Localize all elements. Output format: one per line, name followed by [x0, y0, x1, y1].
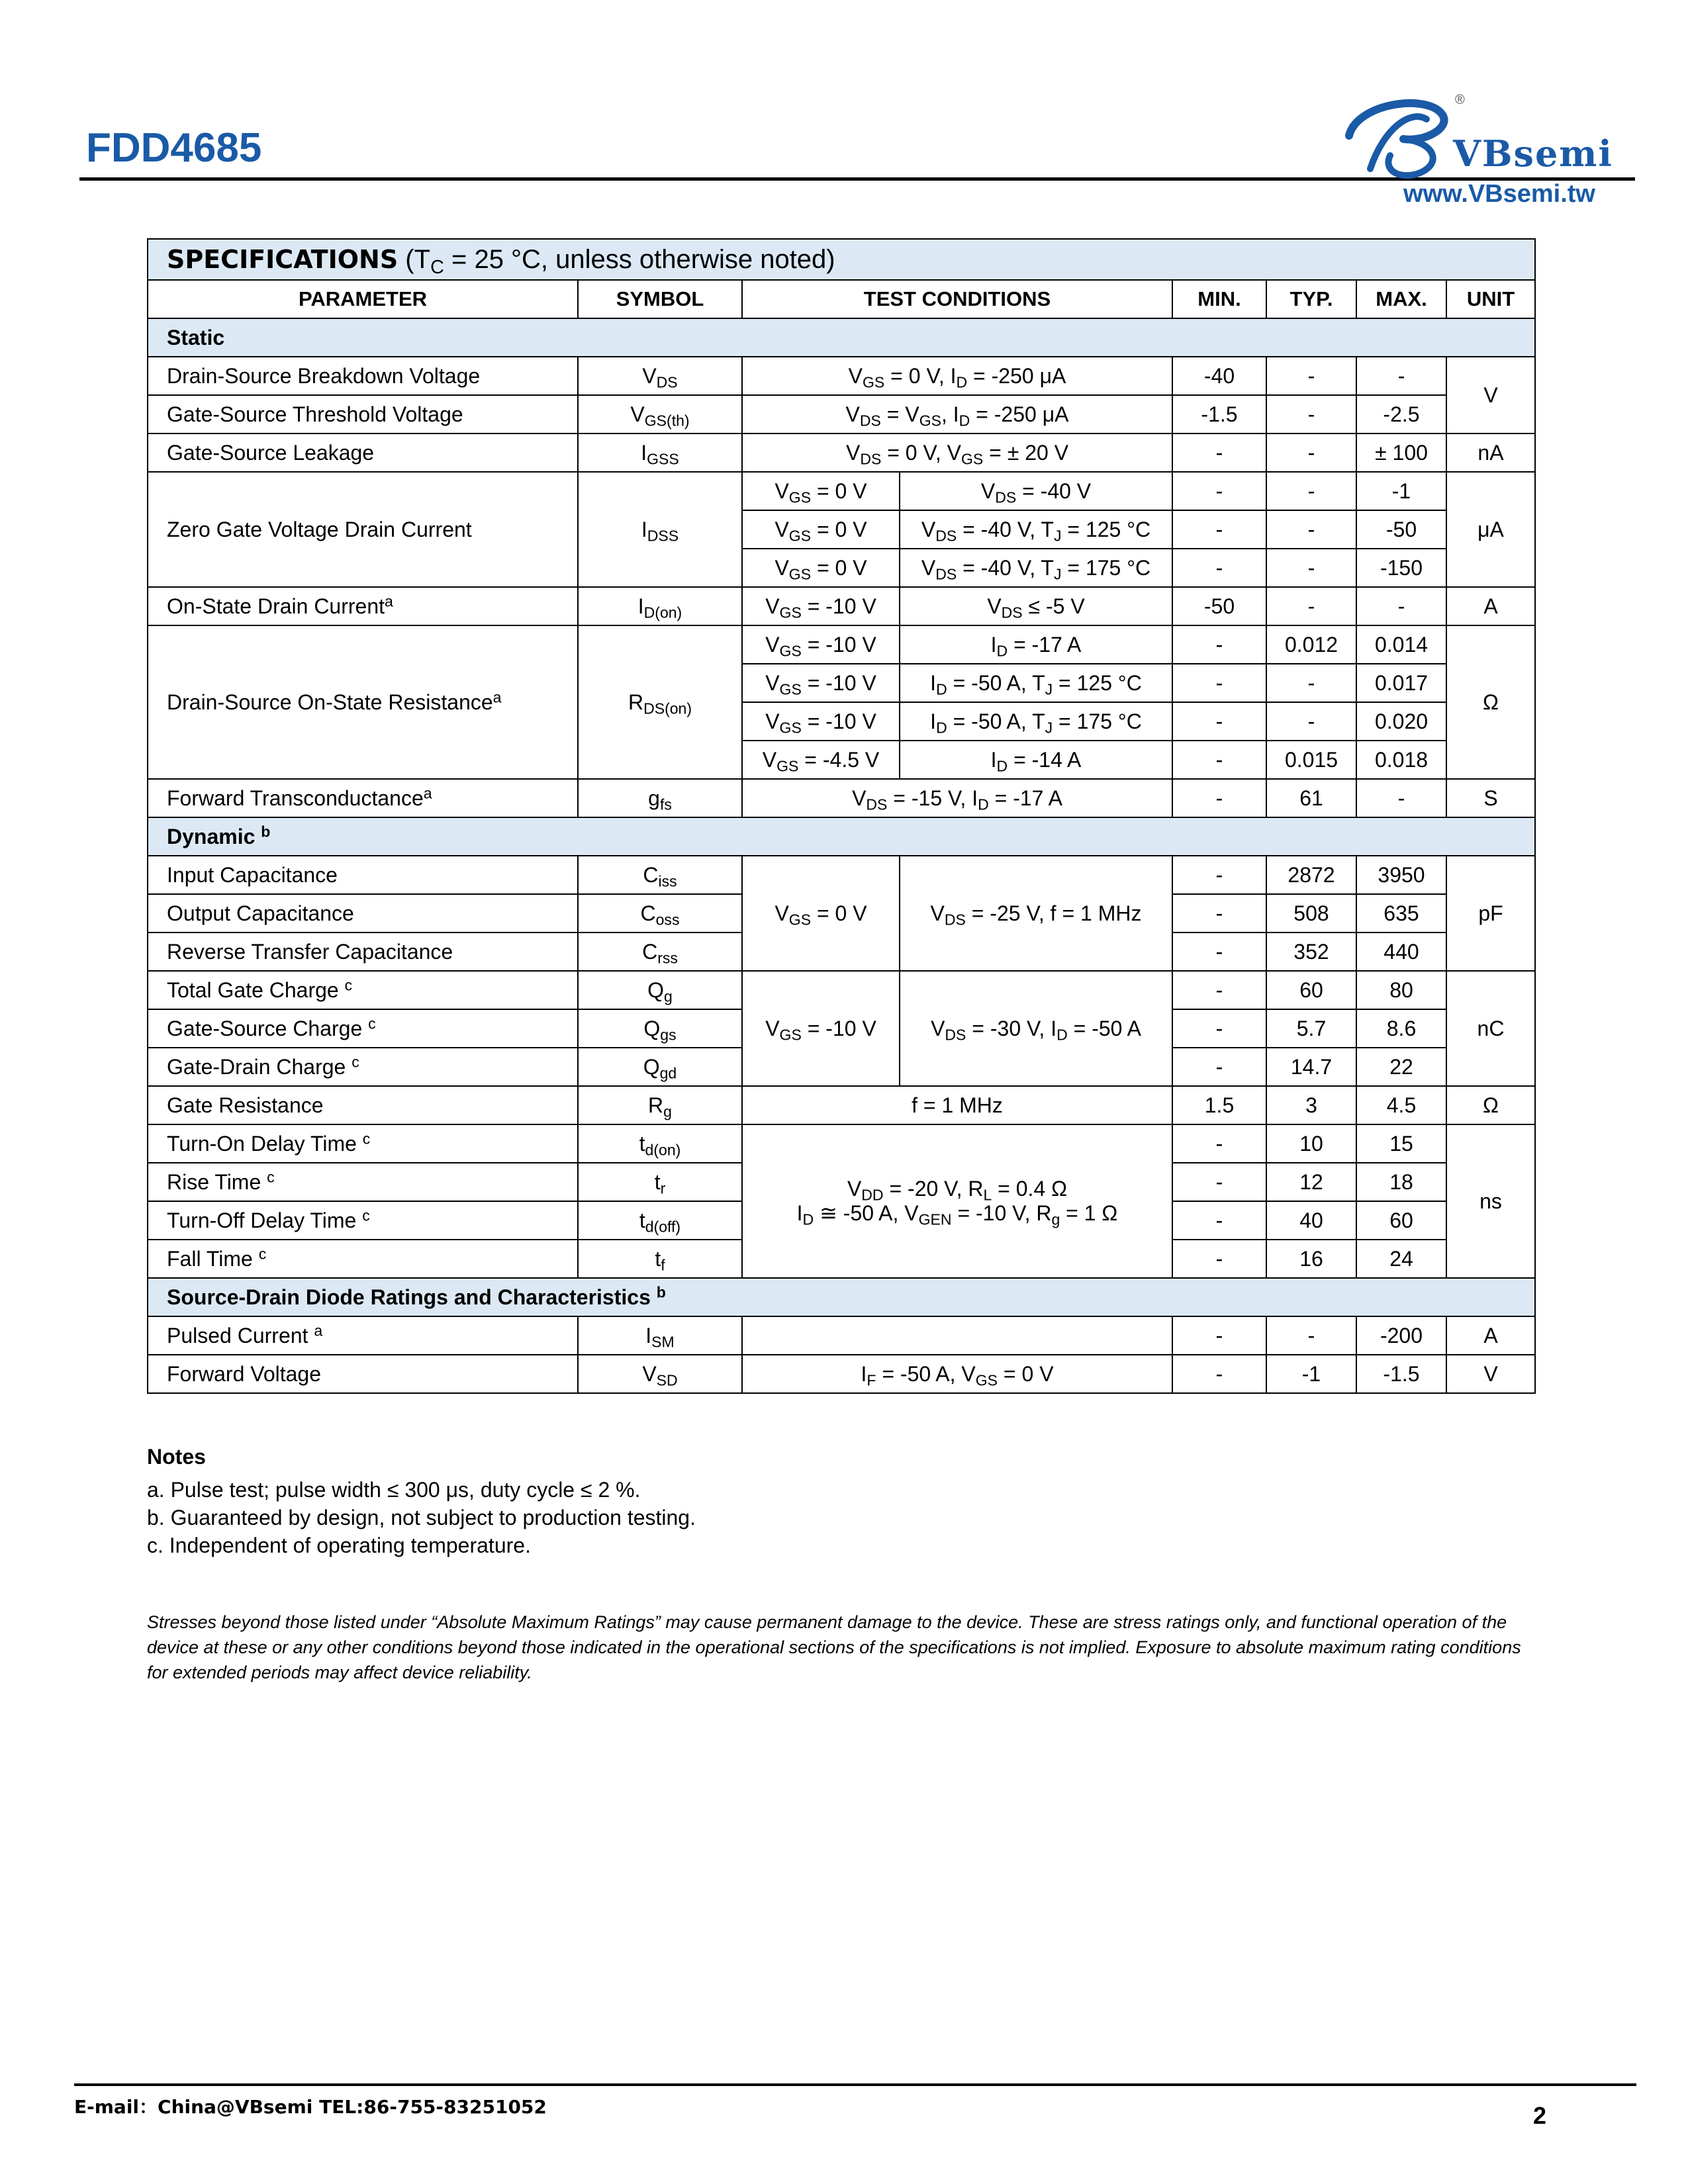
typ-cell: 2872: [1266, 856, 1356, 894]
unit-cell: nA: [1446, 433, 1535, 472]
symbol-cell: $I_{D(on)}$: [578, 587, 742, 625]
symbol-cell: $V_{SD}$: [578, 1355, 742, 1393]
param-cell: Turn-Off Delay Time $^c$: [148, 1201, 578, 1240]
min-cell: -: [1172, 1240, 1266, 1278]
param-cell: Gate-Source Threshold Voltage: [148, 395, 578, 433]
param-cell: Input Capacitance: [148, 856, 578, 894]
table-row: [148, 472, 1535, 510]
condition-cell: $V_{DS} = -15$ V, $I_D = -17$ A: [742, 779, 1172, 817]
max-cell: 60: [1356, 1201, 1446, 1240]
typ-cell: -: [1266, 510, 1356, 549]
table-row: [148, 1086, 1535, 1124]
condition-cell: $V_{GS} = -10$ V: [742, 702, 900, 741]
notes-title: Notes: [147, 1445, 206, 1469]
notes-block: [147, 1443, 696, 1559]
param-cell: On-State Drain Current$^a$: [148, 587, 578, 625]
condition-cell: $I_D = -50$ A, $T_J = 175$ °C: [900, 702, 1172, 741]
min-cell: -1.5: [1172, 395, 1266, 433]
condition-cell: $V_{DS} \le -5$ V: [900, 587, 1172, 625]
condition-cell: $V_{DS} = V_{GS}$, $I_D = -250$ μA: [742, 395, 1172, 433]
condition-cell: f = 1 MHz: [742, 1086, 1172, 1124]
condition-cell: $V_{DS} = -25$ V, f = 1 MHz: [900, 856, 1172, 971]
param-cell: Turn-On Delay Time $^c$: [148, 1124, 578, 1163]
stress-disclaimer: Stresses beyond those listed under “Absolute Maximum Ratings” may cause permanent damage to the device. These are stress ratings only, and functional operation of the device at these or any other conditions beyond those indicated in the operational sections of the specifications is not implied. Exposure to absolute maximum rating conditions for extended periods may affect device reliability.: [147, 1612, 1521, 1682]
param-cell: Reverse Transfer Capacitance: [148, 933, 578, 971]
unit-cell: Ω: [1446, 625, 1535, 779]
col-header-unit: UNIT: [1446, 280, 1535, 318]
max-cell: -: [1356, 587, 1446, 625]
min-cell: -: [1172, 1201, 1266, 1240]
typ-cell: 40: [1266, 1201, 1356, 1240]
unit-cell: V: [1446, 1355, 1535, 1393]
max-cell: 0.014: [1356, 625, 1446, 664]
unit-cell: Ω: [1446, 1086, 1535, 1124]
table-row: [148, 1124, 1535, 1163]
param-cell: Gate-Drain Charge $^c$: [148, 1048, 578, 1086]
max-cell: -200: [1356, 1316, 1446, 1355]
param-cell: Forward Transconductance$^a$: [148, 779, 578, 817]
typ-cell: 0.015: [1266, 741, 1356, 779]
min-cell: -40: [1172, 357, 1266, 395]
condition-cell: $V_{GS} = -10$ V: [742, 625, 900, 664]
min-cell: -: [1172, 1316, 1266, 1355]
condition-cell: $I_D = -50$ A, $T_J = 125$ °C: [900, 664, 1172, 702]
min-cell: -: [1172, 702, 1266, 741]
section-dynamic: Dynamic $^b$: [148, 817, 1535, 856]
condition-cell: $V_{DS} = -40$ V, $T_J = 175$ °C: [900, 549, 1172, 587]
max-cell: 635: [1356, 894, 1446, 933]
param-cell: Drain-Source On-State Resistance$^a$: [148, 625, 578, 779]
typ-cell: -: [1266, 357, 1356, 395]
unit-cell: S: [1446, 779, 1535, 817]
symbol-cell: $t_r$: [578, 1163, 742, 1201]
max-cell: 24: [1356, 1240, 1446, 1278]
param-cell: Fall Time $^c$: [148, 1240, 578, 1278]
min-cell: -: [1172, 664, 1266, 702]
min-cell: -50: [1172, 587, 1266, 625]
typ-cell: 60: [1266, 971, 1356, 1009]
typ-cell: 508: [1266, 894, 1356, 933]
typ-cell: -: [1266, 702, 1356, 741]
param-cell: Forward Voltage: [148, 1355, 578, 1393]
condition-cell: $V_{GS} = 0$ V: [742, 472, 900, 510]
max-cell: 0.020: [1356, 702, 1446, 741]
typ-cell: -1: [1266, 1355, 1356, 1393]
table-row: [148, 395, 1535, 433]
condition-cell: $V_{GS} = 0$ V: [742, 510, 900, 549]
symbol-cell: $g_{fs}$: [578, 779, 742, 817]
condition-cell: $V_{GS} = 0$ V: [742, 856, 900, 971]
symbol-cell: $V_{DS}$: [578, 357, 742, 395]
max-cell: 22: [1356, 1048, 1446, 1086]
max-cell: -50: [1356, 510, 1446, 549]
typ-cell: 0.012: [1266, 625, 1356, 664]
col-header-parameter: PARAMETER: [148, 280, 578, 318]
typ-cell: -: [1266, 433, 1356, 472]
max-cell: ± 100: [1356, 433, 1446, 472]
min-cell: -: [1172, 433, 1266, 472]
symbol-cell: $Q_g$: [578, 971, 742, 1009]
min-cell: -: [1172, 625, 1266, 664]
unit-cell: nC: [1446, 971, 1535, 1086]
symbol-cell: $C_{oss}$: [578, 894, 742, 933]
max-cell: 8.6: [1356, 1009, 1446, 1048]
max-cell: 0.017: [1356, 664, 1446, 702]
min-cell: -: [1172, 1355, 1266, 1393]
min-cell: -: [1172, 894, 1266, 933]
condition-cell: $V_{GS} = -10$ V: [742, 664, 900, 702]
condition-cell: $I_D = -14$ A: [900, 741, 1172, 779]
condition-cell: $V_{DS} = -40$ V: [900, 472, 1172, 510]
footer-contact: E-mail：China@VBsemi TEL:86-755-83251052: [74, 2096, 547, 2118]
symbol-cell: $t_{d(off)}$: [578, 1201, 742, 1240]
typ-cell: -: [1266, 395, 1356, 433]
unit-cell: A: [1446, 1316, 1535, 1355]
typ-cell: -: [1266, 549, 1356, 587]
typ-cell: 5.7: [1266, 1009, 1356, 1048]
param-cell: Gate Resistance: [148, 1086, 578, 1124]
table-row: [148, 433, 1535, 472]
max-cell: 3950: [1356, 856, 1446, 894]
specifications-table: [147, 238, 1536, 1394]
condition-cell: $V_{GS} = -10$ V: [742, 587, 900, 625]
param-cell: Zero Gate Voltage Drain Current: [148, 472, 578, 587]
min-cell: -: [1172, 741, 1266, 779]
symbol-cell: $R_g$: [578, 1086, 742, 1124]
unit-cell: pF: [1446, 856, 1535, 971]
min-cell: -: [1172, 856, 1266, 894]
condition-cell: $V_{DS} = -40$ V, $T_J = 125$ °C: [900, 510, 1172, 549]
max-cell: 15: [1356, 1124, 1446, 1163]
part-number: FDD4685: [86, 125, 262, 171]
table-row: [148, 779, 1535, 817]
max-cell: 440: [1356, 933, 1446, 971]
col-header-max: MAX.: [1356, 280, 1446, 318]
typ-cell: 14.7: [1266, 1048, 1356, 1086]
min-cell: -: [1172, 1124, 1266, 1163]
col-header-symbol: SYMBOL: [578, 280, 742, 318]
website-link[interactable]: www.VBsemi.tw: [1403, 180, 1595, 208]
typ-cell: 12: [1266, 1163, 1356, 1201]
table-row: [148, 971, 1535, 1009]
max-cell: 4.5: [1356, 1086, 1446, 1124]
section-static: Static: [148, 318, 1535, 357]
symbol-cell: $I_{GSS}$: [578, 433, 742, 472]
brand-name: VBsemi: [1453, 132, 1613, 175]
condition-cell: $I_F = -50$ A, $V_{GS} = 0$ V: [742, 1355, 1172, 1393]
param-cell: Gate-Source Charge $^c$: [148, 1009, 578, 1048]
footer-rule: [74, 2083, 1636, 2086]
condition-cell: $V_{GS} = 0$ V, $I_D = -250$ μA: [742, 357, 1172, 395]
max-cell: 18: [1356, 1163, 1446, 1201]
param-cell: Rise Time $^c$: [148, 1163, 578, 1201]
max-cell: -: [1356, 779, 1446, 817]
typ-cell: 61: [1266, 779, 1356, 817]
symbol-cell: $V_{GS(th)}$: [578, 395, 742, 433]
param-cell: Gate-Source Leakage: [148, 433, 578, 472]
param-cell: Drain-Source Breakdown Voltage: [148, 357, 578, 395]
typ-cell: 352: [1266, 933, 1356, 971]
symbol-cell: $t_{d(on)}$: [578, 1124, 742, 1163]
typ-cell: 10: [1266, 1124, 1356, 1163]
max-cell: -1.5: [1356, 1355, 1446, 1393]
note-item: c. Independent of operating temperature.: [147, 1533, 531, 1557]
max-cell: -: [1356, 357, 1446, 395]
typ-cell: 3: [1266, 1086, 1356, 1124]
param-cell: Output Capacitance: [148, 894, 578, 933]
min-cell: -: [1172, 933, 1266, 971]
symbol-cell: $Q_{gs}$: [578, 1009, 742, 1048]
typ-cell: -: [1266, 664, 1356, 702]
condition-cell: [742, 1316, 1172, 1355]
min-cell: 1.5: [1172, 1086, 1266, 1124]
typ-cell: -: [1266, 472, 1356, 510]
symbol-cell: $R_{DS(on)}$: [578, 625, 742, 779]
col-header-typ: TYP.: [1266, 280, 1356, 318]
max-cell: 0.018: [1356, 741, 1446, 779]
max-cell: -1: [1356, 472, 1446, 510]
min-cell: -: [1172, 1048, 1266, 1086]
table-row: [148, 1355, 1535, 1393]
param-cell: Pulsed Current $^a$: [148, 1316, 578, 1355]
condition-cell: $V_{GS} = 0$ V: [742, 549, 900, 587]
typ-cell: 16: [1266, 1240, 1356, 1278]
table-row: [148, 587, 1535, 625]
section-row: [148, 318, 1535, 357]
page-number: 2: [1533, 2102, 1547, 2129]
unit-cell: μA: [1446, 472, 1535, 587]
symbol-cell: $C_{rss}$: [578, 933, 742, 971]
col-header-test-conditions: TEST CONDITIONS: [742, 280, 1172, 318]
table-row: [148, 856, 1535, 894]
symbol-cell: $Q_{gd}$: [578, 1048, 742, 1086]
table-title: SPECIFICATIONS ($T_C = 25$ °C, unless otherwise noted): [148, 239, 1535, 280]
unit-cell: A: [1446, 587, 1535, 625]
min-cell: -: [1172, 549, 1266, 587]
condition-cell: $V_{GS} = -4.5$ V: [742, 741, 900, 779]
col-header-min: MIN.: [1172, 280, 1266, 318]
section-row: [148, 817, 1535, 856]
min-cell: -: [1172, 472, 1266, 510]
table-title-row: [148, 239, 1535, 280]
unit-cell: ns: [1446, 1124, 1535, 1278]
note-item: a. Pulse test; pulse width ≤ 300 μs, duty cycle ≤ 2 %.: [147, 1478, 641, 1502]
table-row: [148, 1316, 1535, 1355]
min-cell: -: [1172, 1009, 1266, 1048]
symbol-cell: $t_f$: [578, 1240, 742, 1278]
typ-cell: -: [1266, 1316, 1356, 1355]
table-header-row: [148, 280, 1535, 318]
condition-cell: $I_D = -17$ A: [900, 625, 1172, 664]
max-cell: -150: [1356, 549, 1446, 587]
section-row: [148, 1278, 1535, 1316]
note-item: b. Guaranteed by design, not subject to production testing.: [147, 1506, 696, 1529]
min-cell: -: [1172, 1163, 1266, 1201]
condition-cell: $V_{DS} = 0$ V, $V_{GS}$ = ± 20 V: [742, 433, 1172, 472]
max-cell: 80: [1356, 971, 1446, 1009]
min-cell: -: [1172, 779, 1266, 817]
table-row: [148, 625, 1535, 664]
condition-cell: $V_{DS} = -30$ V, $I_D = -50$ A: [900, 971, 1172, 1086]
min-cell: -: [1172, 510, 1266, 549]
symbol-cell: $I_{SM}$: [578, 1316, 742, 1355]
table-row: [148, 357, 1535, 395]
registered-mark: ®: [1455, 93, 1465, 107]
unit-cell: V: [1446, 357, 1535, 433]
min-cell: -: [1172, 971, 1266, 1009]
max-cell: -2.5: [1356, 395, 1446, 433]
param-cell: Total Gate Charge $^c$: [148, 971, 578, 1009]
symbol-cell: $C_{iss}$: [578, 856, 742, 894]
section-diode: Source-Drain Diode Ratings and Characteristics $^b$: [148, 1278, 1535, 1316]
typ-cell: -: [1266, 587, 1356, 625]
condition-cell: $V_{GS} = -10$ V: [742, 971, 900, 1086]
condition-cell: $V_{DD} = -20$ V, $R_L = 0.4$ Ω $I_D$ ≅ -50 A, $V_{GEN} = -10$ V, $R_g = 1$ Ω: [742, 1124, 1172, 1278]
symbol-cell: $I_{DSS}$: [578, 472, 742, 587]
